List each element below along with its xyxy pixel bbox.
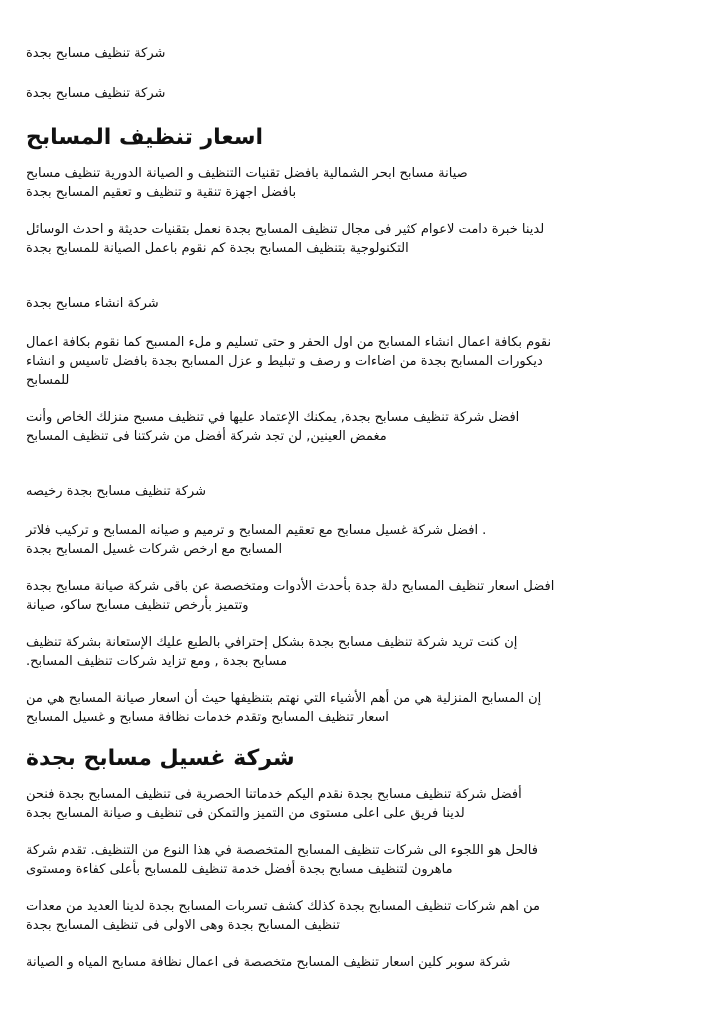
paragraph-line: مغمض العينين, لن تجد شركة أفضل من شركتنا فى تنظيف المسابح (26, 429, 387, 444)
paragraph-line: لدينا فريق على اعلى مستوى من التميز والتمكن فى تنظيف و صيانة المسابح بجدة (26, 806, 465, 821)
paragraph-line: لدينا خبرة دامت لاعوام كثير فى مجال تنظيف المسابح بجدة نعمل بتقنيات حديثة و احدث الوسائل (26, 222, 545, 237)
paragraph-line: التكنولوجية بتنظيف المسابح بجدة كم نقوم باعمل الصيانة للمسابح بجدة (26, 241, 409, 256)
paragraph-line: بافضل اجهزة تنقية و تنظيف و تعقيم المسابح بجدة (26, 185, 297, 200)
spacer (26, 276, 694, 294)
paragraph (26, 220, 694, 258)
paragraph (26, 408, 694, 446)
paragraph (26, 689, 694, 727)
header-line-1: شركة تنظيف مسابح بجدة (26, 46, 166, 61)
paragraph (26, 521, 694, 559)
paragraph-line: ماهرون لتنظيف مسابح بجدة أفضل خدمة تنظيف للمسابح بأعلى كفاءة ومستوى (26, 862, 453, 877)
paragraph-line: افضل شركة تنظيف مسابح بجدة, يمكنك الإعتماد عليها في تنظيف مسبح منزلك الخاص وأنت (26, 410, 520, 425)
paragraph-line: وتتميز بأرخص تنظيف مسابح ساكو، صيانة (26, 598, 249, 613)
paragraph (26, 333, 694, 390)
paragraph-line: مسابح بجدة , ومع تزايد شركات تنظيف المسابح. (26, 654, 288, 669)
header-line-2: شركة تنظيف مسابح بجدة (26, 86, 166, 101)
paragraph-line: تنظيف المسابح بجدة وهى الاولى فى تنظيف المسابح بجدة (26, 918, 340, 933)
paragraph-line: إن كنت تريد شركة تنظيف مسابح بجدة بشكل إحترافي بالطبع عليك الإستعانة بشركة تنظيف (26, 635, 518, 650)
section-heading-pool-washing: شركة غسيل مسابح بجدة (26, 746, 295, 771)
paragraph (26, 164, 694, 202)
paragraph-line: افضل اسعار تنظيف المسابح دلة جدة بأحدث الأدوات ومتخصصة عن باقى شركة صيانة مسابح بجدة (26, 579, 555, 594)
paragraph-line: المسابح مع ارخص شركات غسيل المسابح بجدة (26, 542, 283, 557)
paragraph (26, 633, 694, 671)
subheading-pool-construction: شركة انشاء مسابح بجدة (26, 296, 159, 311)
paragraph-line: أفضل شركة تنظيف مسابح بجدة نقدم اليكم خدماتنا الحصرية فى تنظيف المسابح بجدة فنحن (26, 787, 522, 802)
paragraph-line: شركة سوبر كلين اسعار تنظيف المسابح متخصصة فى اعمال نظافة مسابح المياه و الصيانة (26, 955, 511, 970)
paragraph (26, 841, 694, 879)
paragraph-line: إن المسابح المنزلية هي من أهم الأشياء التي نهتم بتنظيفها حيث أن اسعار صيانة المسابح هي من (26, 691, 542, 706)
paragraph (26, 897, 694, 935)
paragraph (26, 785, 694, 823)
paragraph-line: اسعار تنظيف المسابح وتقدم خدمات نظافة مسابح و غسيل المسابح (26, 710, 389, 725)
paragraph (26, 953, 694, 972)
paragraph-line: صيانة مسابح ابحر الشمالية بافضل تقنيات التنظيف و الصيانة الدورية تنظيف مسابح (26, 166, 468, 181)
spacer (26, 464, 694, 482)
section-heading-prices: اسعار تنظيف المسابح (26, 125, 264, 150)
paragraph-line: ديكورات المسابح بجدة من اضاءات و رصف و تبليط و عزل المسابح بجدة بافضل تاسيس و انشاء (26, 354, 543, 369)
paragraph-line: نقوم بكافة اعمال انشاء المسابح من اول الحفر و حتى تسليم و ملء المسبح كما نقوم بكافة اعمال (26, 335, 552, 350)
subheading-cheap-cleaning: شركة تنظيف مسابح بجدة رخيصه (26, 484, 206, 499)
paragraph (26, 577, 694, 615)
paragraph-line: من اهم شركات تنظيف المسابح بجدة كذلك كشف تسربات المسابح بجدة لدينا العديد من معدات (26, 899, 541, 914)
paragraph-line: للمسابح (26, 373, 70, 388)
paragraph-line: فالحل هو اللجوء الى شركات تنظيف المسابح المتخصصة في هذا النوع من التنظيف. تقدم شركة (26, 843, 538, 858)
paragraph-line: . افضل شركة غسيل مسابح مع تعقيم المسابح و ترميم و صيانه المسابح و تركيب فلاتر (26, 523, 487, 538)
